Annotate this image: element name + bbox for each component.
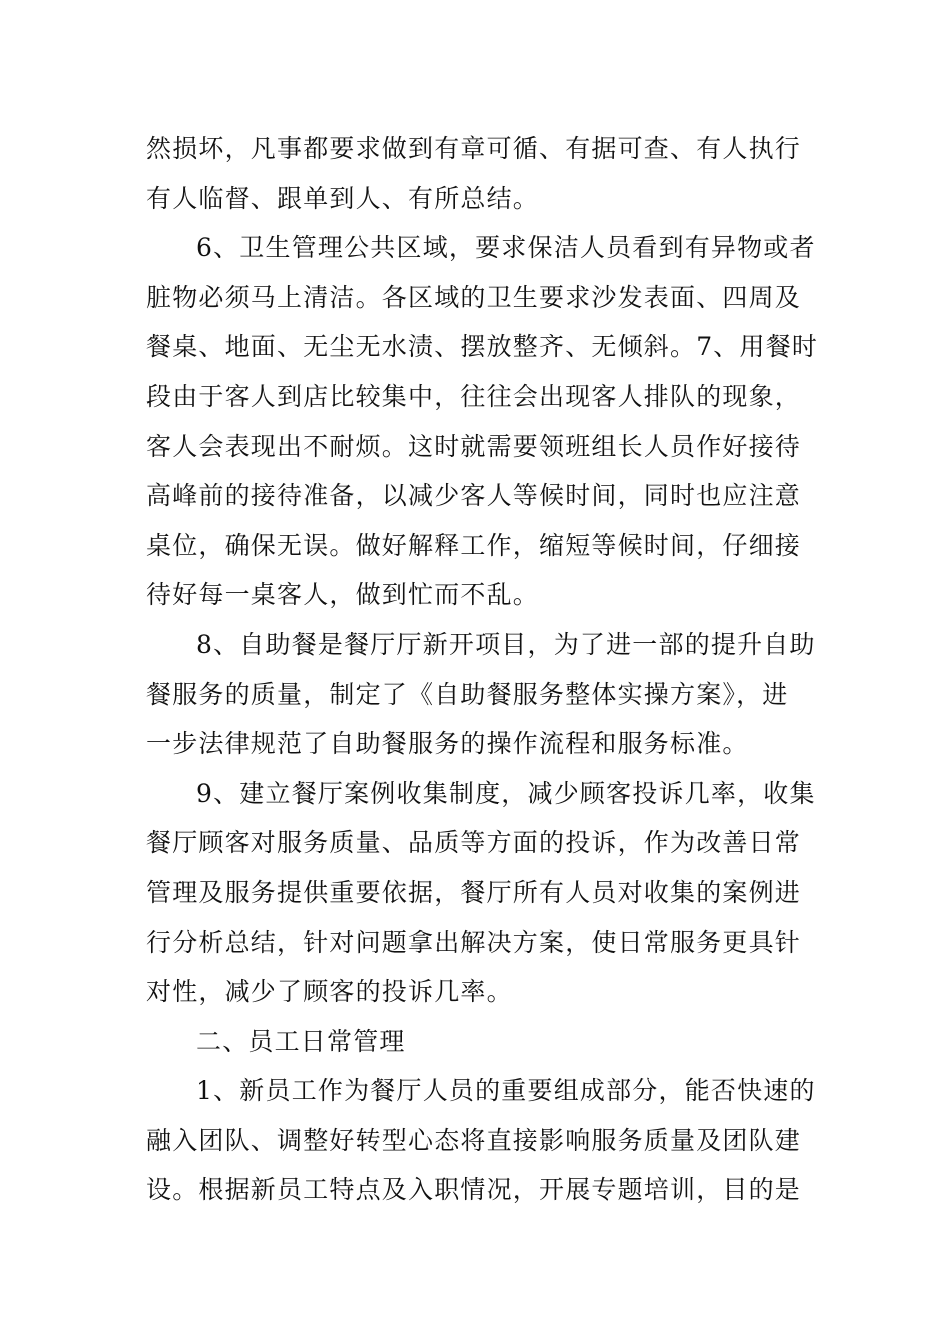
text-line: 高峰前的接待准备，以减少客人等候时间，同时也应注意 xyxy=(146,481,802,511)
text-line: 段由于客人到店比较集中，往往会出现客人排队的现象， xyxy=(146,381,802,411)
paragraph-start-line: 9、建立餐厅案例收集制度，减少顾客投诉几率，收集 xyxy=(196,778,816,808)
document-body xyxy=(146,124,819,1215)
text-line: 有人临督、跟单到人、有所总结。 xyxy=(146,183,540,213)
text-line: 设。根据新员工特点及入职情况，开展专题培训，目的是 xyxy=(146,1175,802,1205)
text-line: 一步法律规范了自助餐服务的操作流程和服务标准。 xyxy=(146,729,749,759)
section-heading: 二、员工日常管理 xyxy=(196,1026,406,1056)
text-line: 管理及服务提供重要依据，餐厅所有人员对收集的案例进 xyxy=(146,877,802,907)
text-line: 行分析总结，针对问题拿出解决方案，使日常服务更具针 xyxy=(146,927,802,957)
paragraph-start-line: 6、卫生管理公共区域，要求保洁人员看到有异物或者 xyxy=(196,233,816,263)
text-line: 餐桌、地面、无尘无水渍、摆放整齐、无倾斜。7、用餐时 xyxy=(146,332,819,362)
text-line: 对性，减少了顾客的投诉几率。 xyxy=(146,977,513,1007)
text-line: 融入团队、调整好转型心态将直接影响服务质量及团队建 xyxy=(146,1125,802,1155)
paragraph-start-line: 1、新员工作为餐厅人员的重要组成部分，能否快速的 xyxy=(196,1076,816,1106)
text-line: 餐服务的质量，制定了《自助餐服务整体实操方案》，进 xyxy=(146,679,789,709)
text-line: 待好每一桌客人，做到忙而不乱。 xyxy=(146,580,540,610)
text-line: 餐厅顾客对服务质量、品质等方面的投诉，作为改善日常 xyxy=(146,828,802,858)
text-line: 客人会表现出不耐烦。这时就需要领班组长人员作好接待 xyxy=(146,431,802,461)
paragraph-start-line: 8、自助餐是餐厅厅新开项目，为了进一部的提升自助 xyxy=(196,629,816,659)
text-line: 脏物必须马上清洁。各区域的卫生要求沙发表面、四周及 xyxy=(146,282,802,312)
text-line: 然损坏，凡事都要求做到有章可循、有据可查、有人执行 xyxy=(146,134,802,163)
text-line: 桌位，确保无误。做好解释工作，缩短等候时间，仔细接 xyxy=(146,530,802,560)
